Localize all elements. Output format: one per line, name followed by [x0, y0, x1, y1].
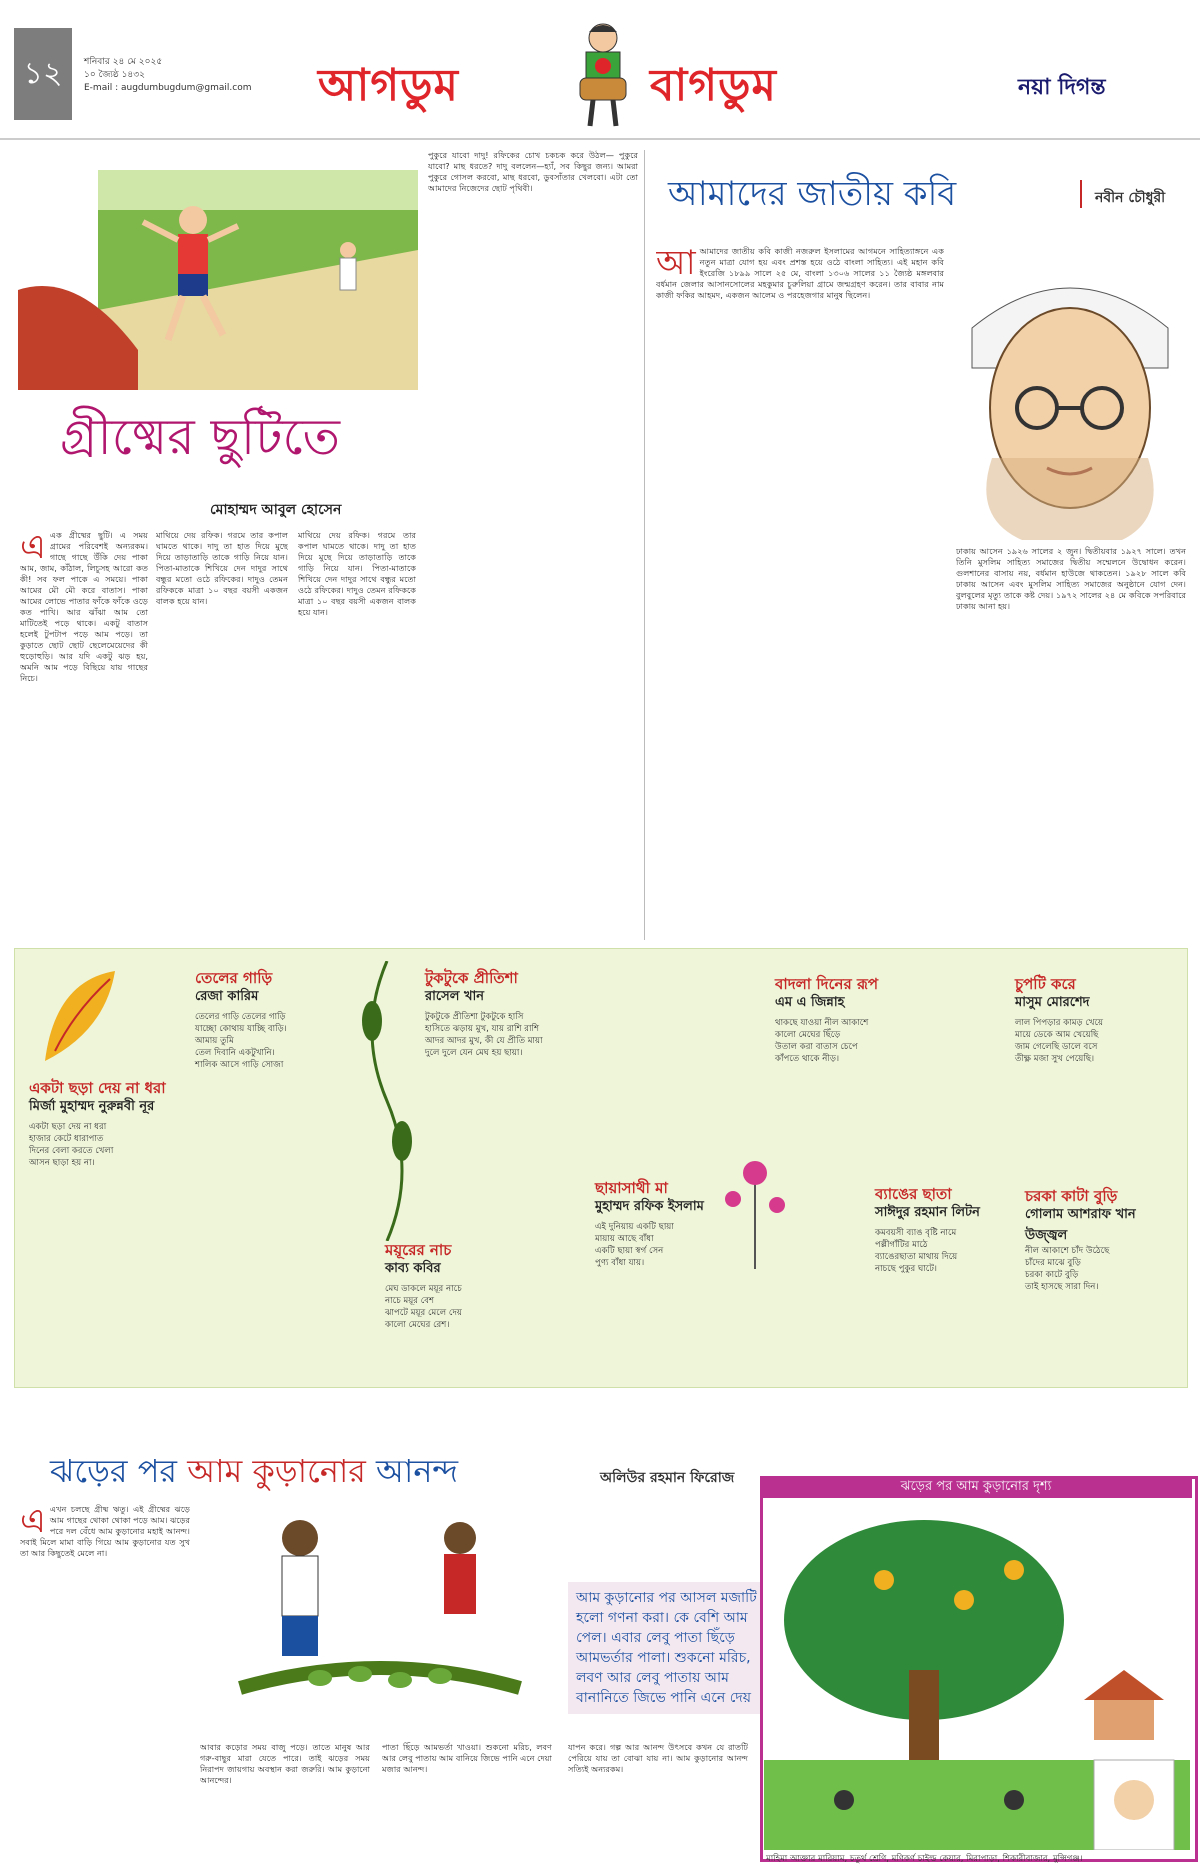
poem-body: এই দুনিয়ায় একটি ছায়া মায়ায় আছে বাঁধা একটি ছায়া স্বর্গ সেন পুণ্য বাঁধা যায়।	[595, 1222, 674, 1268]
boy-running-field-illustration	[18, 150, 418, 390]
poem-author: মুহাম্মদ রফিক ইসলাম	[595, 1199, 704, 1214]
date-info	[84, 56, 251, 95]
story3-column-4: যাপন করে। গল্প আর আনন্দ উৎসবে কখন যে রাতটি পেরিয়ে যায় তা বোঝা যায় না। আম কুড়ানোর আনন্দ সত্যিই অন্যরকম।	[568, 1742, 748, 1774]
poem-title: বাদলা দিনের রূপ	[775, 975, 879, 993]
story1-author: মোহাম্মদ আবুল হোসেন	[210, 502, 342, 518]
story1-column-3: মাথিয়ে দেয় রফিক। গরমে তার কপাল ঘামতে থাকে। দাদু তা হাত দিয়ে মুছে দিয়ে তাড়াতাড়ি তাকে গাড়ি নিয়ে যান। পিতা-মাতাকে শিখিয়ে দেন দাদুর সাথে বন্ধুর মতো ওঠে রফিকের। দাদুও তেমন রফিককে মাত্রা ১০ বছর বয়সী একজন বালক হয়ে যান।	[298, 530, 416, 617]
drawing-caption: মাহিমা আক্তার মারিয়াম, চতুর্থ শ্রেণি, মণিকর্ণ চাইল্ড কেয়ার, মিরাপাড়া, শিকারীবাজার, মুন্সিগঞ্জ।	[766, 1854, 1083, 1864]
story3-column-2: আবার কড়োর সময় বাজু পড়ে। তাতে মানুষ আর গরু-বাছুর মারা যেতে পারে। তাই ঝড়ের সময় নিরাপদ জায়গায় অবস্থান করা জরুরি। আম কুড়ানো আনন্দের।	[200, 1742, 370, 1785]
poems-section	[14, 948, 1188, 1388]
poem-author: কাব্য কবির	[385, 1261, 441, 1276]
poem-body: তেলের গাড়ি তেলের গাড়ি যাচ্ছো কোথায় যাচ্ছি বাড়ি। আমায় তুমি তেল দিবানি একটুখানি। শালিক আসে গাড়ি সোজা	[195, 1012, 287, 1070]
leaf-decoration-icon	[35, 961, 125, 1071]
story2-column-2: ঢাকায় আসেন ১৯২৬ সালের ২ জুন। দ্বিতীয়বার ১৯২৭ সালে। তখন তিনি মুসলিম সাহিত্য সমাজের দ্বিতীয় সম্মেলনে উদ্বোধন করেন। গুলশানের বাসায় নয়, বর্ধমান হাউজে থাকতেন। ১৯২৮ সালে কবি ঢাকায় আসেন এবং মুসলিম সাহিত্য সমাজের অনুষ্ঠানে যোগ দেন। বুলবুলের মৃত্যু তাকে কষ্ট দেয়। ১৯৭২ সালের ২৪ মে কবিকে সপরিবারে ঢাকায় আনা হয়।	[956, 546, 1186, 611]
pull-quote: আম কুড়ানোর পর আসল মজাটি হলো গণনা করা। কে বেশি আম পেল। এবার লেবু পাতা ছিঁড়ে আমভর্তার পালা। শুকনো মরিচ, লবণ আর লেবু পাতায় আম বানানিতে জিভে পানি এনে দেয়	[568, 1582, 782, 1714]
drawing-title: ঝড়ের পর আম কুড়ানোর দৃশ্য	[760, 1476, 1192, 1498]
dropcap: আ	[656, 246, 696, 283]
poem-title: চুপটি করে	[1015, 975, 1076, 993]
story2-column-1: আআমাদের জাতীয় কবি কাজী নজরুল ইসলামের আগমনে সাহিত্যাঙ্গনে এক নতুন মাত্রা যোগ হয় এবং প্রশস্ত হয়ে ওঠে বাংলা সাহিত্য। এই মহান কবি ইংরেজি ১৮৯৯ সালে ২৫ মে, বাংলা ১৩০৬ সালের ১১ জ্যৈষ্ঠ মঙ্গলবার বর্ধমান জেলার আসানসোলের মহকুমার চুরুলিয়া গ্রামে জন্মগ্রহণ করেন। তার বাবার নাম কাজী ফকির আহমদ, একজন আলেম ও পরহেজগার মানুষ ছিলেন।	[656, 246, 944, 300]
poem-author: গোলাম আশরাফ খান উজ্জ্বল	[1025, 1207, 1136, 1243]
poem-body: লাল পিপড়ার কামড় খেয়ে মায়ে ডেকে আম খেয়েছি জাম গেলেছি ডালে বসে তীক্ষ্ণ মজা সুখ পেয়েছি।	[1015, 1018, 1104, 1064]
children-collecting-mangoes-illustration	[200, 1498, 560, 1718]
story2-title: আমাদের জাতীয় কবি	[668, 174, 957, 214]
poem-title: তেলের গাড়ি	[195, 969, 273, 987]
header-divider	[0, 138, 1200, 140]
brand-title-left: আগডুম	[318, 60, 459, 111]
poem-body: মেঘ ডাকলে ময়ূর নাচে নাচে ময়ূর বেশ ঝাপটে ময়ূর মেলে দেয় কালো মেঘের রেশ।	[385, 1284, 462, 1330]
story2-author: নবীন চৌধুরী	[1095, 190, 1166, 206]
story3-column-3: পাতা ছিঁড়ে আমভর্তা খাওয়া। শুকনো মরিচ, লবণ আর লেবু পাতায় আম বানিয়ে জিভে পানি এনে দেয়া মজার আনন্দ।	[382, 1742, 552, 1774]
vine-decoration-icon	[357, 961, 417, 1241]
dropcap: এ	[20, 1504, 46, 1541]
poem-author: রাসেল খান	[425, 989, 485, 1004]
poem-title: ব্যাঙের ছাতা	[875, 1185, 952, 1203]
newspaper-logo: নয়া দিগন্ত	[1018, 74, 1106, 100]
date-line-2: ১০ জ্যৈষ্ঠ ১৪৩২	[84, 70, 145, 80]
poem-body: থাকছে যাওয়া নীল আকাশে কালো মেঘের ছিঁড়ে উতাল করা বাতাস চেপে কাঁপতে থাকে নীড়।	[775, 1018, 869, 1064]
story3-column-1: এএখন চলছে গ্রীষ্ম ঋতু। এই গ্রীষ্মের ঝড়ে আম গাছের থোকা থোকা পড়ে আম। ঝড়ের পরে দল বেঁধে আম কুড়ানোর মহাই আনন্দ। সবাই মিলে মামা বাড়ি গিয়ে আম কুড়ানোর যত সুখ তা আর কিছুতেই মেলে না।	[20, 1504, 190, 1558]
brand-title-right: বাগডুম	[650, 60, 777, 111]
poem-title: চরকা কাটা বুড়ি	[1025, 1187, 1118, 1205]
story1-column-1: এএক গ্রীষ্মের ছুটি। এ সময় গ্রামের পরিবেশই অন্যরকম। গাছে গাছে উঁকি দেয় পাকা আম, জাম, কাঁঠাল, লিচুসহ আরো কত কী! সব ফল পাকে এ সময়ে। পাকা আমের মৌ মৌ করে বাতাস। পাকা আমের লোভে পাতার ফাঁকে ফাঁকে ওড়ে কত পাখি। আর ঝাঁঝা আম তো মাটিতেই পড়ে থাকে। একটু বাতাস হলেই টুপটাপ পড়ে আম পড়ে। তা কুড়াতে ছোট ছোট ছেলেমেয়েদের কী হুড়োহুড়ি। আর যদি একটু ঝড় হয়, অমনি আম পড়ে বিছিয়ে যায় গাছের নিচে।	[20, 530, 148, 683]
poem-body: টুকটুকে প্রীতিশা টুকটুকে হাসি হাসিতে ঝড়ায় মুখ, যায় রাশি রাশি আদর আদর মুখ, কী যে প্রীতি মায়া দুলে দুলে যেন মেঘ হয় ছায়া।	[425, 1012, 543, 1058]
poem-author: এম এ জিন্নাহ	[775, 995, 845, 1010]
dropcap: এ	[20, 530, 46, 567]
story1-column-2: মাথিয়ে দেয় রফিক। গরমে তার কপাল ঘামতে থাকে। দাদু তা হাত দিয়ে মুছে দিয়ে তাড়াতাড়ি তাকে গাড়ি নিয়ে যান। পিতা-মাতাকে শিখিয়ে দেন দাদুর সাথে বন্ধুর মতো ওঠে রফিকের। দাদুও তেমন রফিককে মাত্রা ১০ বছর বয়সী একজন বালক হয়ে যান।	[156, 530, 288, 606]
poem-body: নীল আকাশে চাঁদ উঠেছে চাঁদের মাঝে বুড়ি চরকা কাটে বুড়ি তাই হাসছে সারা দিন।	[1025, 1246, 1110, 1292]
poem-title: ময়ূরের নাচ	[385, 1241, 452, 1259]
poem-author: রেজা কারিম	[195, 989, 259, 1004]
poem-title: ছায়াসাথী মা	[595, 1179, 668, 1197]
story3-title: ঝড়ের পর আম কুড়ানোর আনন্দ	[50, 1452, 459, 1490]
story1-title: গ্রীষ্মের ছুটিতে	[60, 408, 341, 466]
column-divider	[644, 150, 645, 940]
drummer-mascot-icon	[560, 18, 646, 130]
children-drawing-mango-tree	[764, 1500, 1190, 1850]
email-line[interactable]: E-mail : augdumbugdum@gmail.com	[84, 83, 252, 93]
poem-author: সাঈদুর রহমান লিটন	[875, 1205, 980, 1220]
poem-title: টুকটুকে প্রীতিশা	[425, 969, 518, 987]
poem-author: মির্জা মুহাম্মদ নুরুন্নবী নূর	[29, 1099, 155, 1114]
page-number: ১২	[14, 28, 72, 120]
poem-body: কমবয়সী ব্যাঙ বৃষ্টি নামে পল্লীগাঁটির মাঠে ব্যাঙেরছাতা মাথায় দিয়ে নাচছে পুকুর ঘাটে।	[875, 1228, 958, 1274]
poem-title: একটা ছড়া দেয় না ধরা	[29, 1079, 166, 1097]
date-line-1: শনিবার ২৪ মে ২০২৫	[84, 57, 163, 67]
title-separator	[1080, 180, 1082, 208]
story1-column-4: পুকুরে যাবো দাদু! রফিকের চোখ চকচক করে উঠল— পুকুরে যাবো? মাছ ধরতে? দাদু বললেন—হ্যাঁ, সব কিছুর জন্য। আমরা পুকুরে গোসল করবো, মাছ ধরবো, ডুবসাঁতার খেলবো। এটা তো আমাদের নিজেদের ছোট পৃথিবী।	[428, 150, 638, 193]
poem-author: মাসুম মোরশেদ	[1015, 995, 1090, 1010]
poet-portrait	[952, 258, 1188, 540]
poem-body: একটা ছড়া দেয় না ধরা হাজার কেটে ধারাপাত দিনের বেলা করতে খেলা আসন ছাড়া হয় না।	[29, 1122, 114, 1168]
story3-author: অলিউর রহমান ফিরোজ	[600, 1470, 735, 1486]
